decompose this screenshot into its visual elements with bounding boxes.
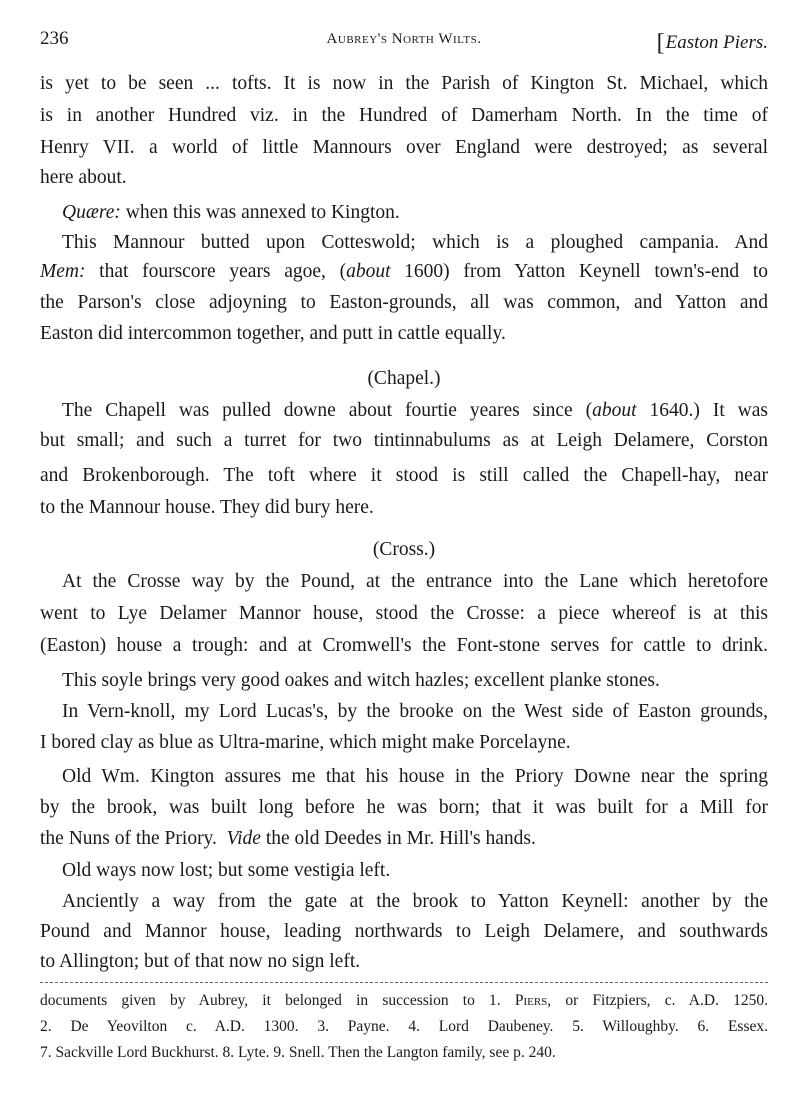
text-line: the Parson's close adjoyning to Easton-grounds, all was common, and Yatton and: [40, 292, 768, 313]
text-line: This Mannour butted upon Cotteswold; which is a ploughed campania. And: [62, 232, 768, 253]
text-line: is yet to be seen ... tofts. It is now in the Parish of Kington St. Michael, which: [40, 73, 768, 94]
italic-text: Quære:: [62, 202, 121, 223]
text-line: by the brook, was built long before he was born; that it was built for a Mill for: [40, 797, 768, 818]
italic-text: Vide: [226, 828, 261, 849]
text-line: Easton did intercommon together, and putt in cattle equally.: [40, 323, 506, 344]
text-line: Old ways now lost; but some vestigia left.: [62, 860, 391, 881]
text: that fourscore years agoe, (: [85, 261, 347, 282]
italic-text: Mem:: [40, 261, 86, 282]
text-line: went to Lye Delamer Mannor house, stood the Crosse: a piece whereof is at this: [40, 603, 768, 624]
text-line: but small; and such a turret for two tintinnabulums as at Leigh Delamere, Corston: [40, 430, 768, 451]
italic-text: about: [346, 261, 391, 282]
section-heading-chapel: (Chapel.): [367, 368, 441, 389]
text: , or Fitzpiers, c. A.D. 1250.: [547, 992, 768, 1009]
footnote-line: 7. Sackville Lord Buckhurst. 8. Lyte. 9. Snell. Then the Langton family, see p. 240.: [40, 1044, 556, 1061]
text-line: [40, 259, 768, 285]
text-line: (Easton) house a trough: and at Cromwell's the Font-stone serves for cattle to drink.: [40, 635, 768, 656]
page-number: 236: [40, 28, 69, 49]
section-title: [657, 28, 768, 55]
text-line: [62, 398, 768, 424]
text-line: here about.: [40, 167, 127, 188]
section-heading-cross: (Cross.): [372, 539, 436, 560]
text-line: Anciently a way from the gate at the brook to Yatton Keynell: another by the: [62, 891, 768, 912]
text: when this was annexed to Kington.: [120, 202, 400, 223]
footnote-line: [40, 990, 768, 1012]
text-line: [40, 826, 768, 852]
text-line: Pound and Mannor house, leading northwards to Leigh Delamere, and southwards: [40, 921, 768, 942]
italic-text: about: [592, 400, 637, 421]
text-line: Old Wm. Kington assures me that his house in the Priory Downe near the spring: [62, 766, 768, 787]
running-header: [40, 28, 768, 54]
text-line: is in another Hundred viz. in the Hundred of Damerham North. In the time of: [40, 105, 768, 126]
text-line: to the Mannour house. They did bury here.: [40, 497, 374, 518]
section-name: Easton Piers.: [665, 32, 768, 53]
text: the old Deedes in Mr. Hill's hands.: [260, 828, 536, 849]
text-line: and Brokenborough. The toft where it stood is still called the Chapell-hay, near: [40, 465, 768, 486]
text: documents given by Aubrey, it belonged in succession to 1.: [40, 992, 515, 1009]
text-line: to Allington; but of that now no sign left.: [40, 951, 361, 972]
footnote-line: 2. De Yeovilton c. A.D. 1300. 3. Payne. 4. Lord Daubeney. 5. Willoughby. 6. Essex.: [40, 1018, 768, 1035]
text-line: At the Crosse way by the Pound, at the entrance into the Lane which heretofore: [62, 571, 768, 592]
small-caps-text: Piers: [514, 992, 548, 1009]
text: The Chapell was pulled downe about fourtie yeares since (: [62, 400, 593, 421]
bracket: [: [656, 30, 665, 56]
text-line: In Vern-knoll, my Lord Lucas's, by the brooke on the West side of Easton grounds,: [62, 701, 768, 722]
text: 1600) from Yatton Keynell town's-end to: [390, 261, 768, 282]
text-line: [62, 200, 768, 226]
text: the Nuns of the Priory.: [40, 828, 227, 849]
running-title: Aubrey's North Wilts.: [326, 31, 482, 47]
text: 1640.) It was: [636, 400, 768, 421]
text-line: This soyle brings very good oakes and witch hazles; excellent planke stones.: [62, 670, 660, 691]
text-line: Henry VII. a world of little Mannours over England were destroyed; as several: [40, 137, 768, 158]
text-line: I bored clay as blue as Ultra-marine, which might make Porcelayne.: [40, 732, 571, 753]
footnote-divider: [40, 982, 768, 983]
